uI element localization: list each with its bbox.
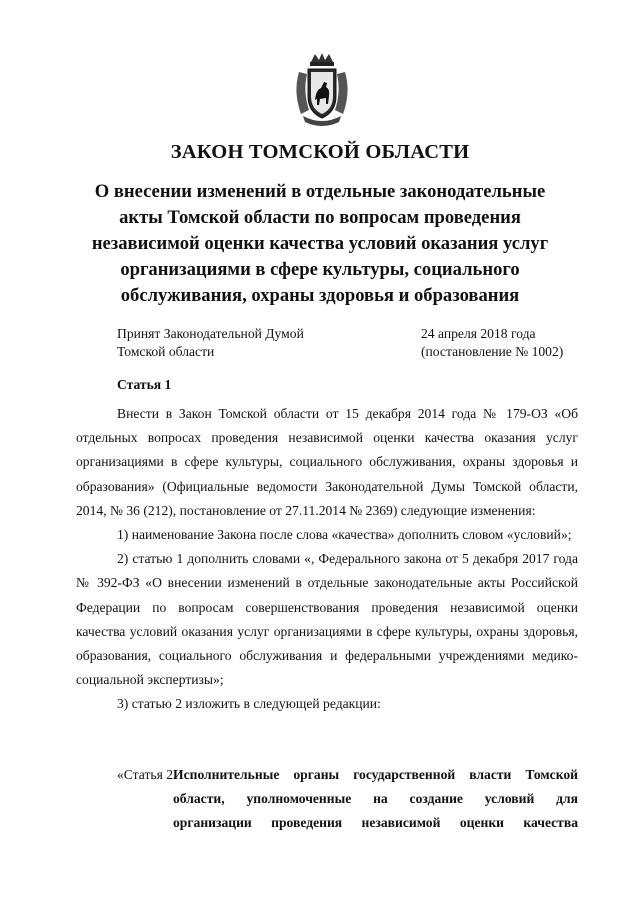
article-paragraph: 1) наименование Закона после слова «качества» дополнить словом «условий»; — [117, 527, 572, 543]
new-article-heading-line: Исполнительные органы государственной власти Томской — [173, 767, 578, 782]
article-body — [76, 402, 578, 717]
adoption-date-line2: (постановление № 1002) — [421, 344, 564, 359]
adoption-date-line1: 24 апреля 2018 года — [421, 326, 536, 341]
new-article-label: «Статья 2. — [117, 767, 177, 782]
adoption-body-line2: Томской области — [117, 344, 215, 359]
adoption-body — [117, 325, 304, 361]
article-paragraph: 2) статью 1 дополнить словами «, Федерального закона от 5 декабря 2017 года № 392-ФЗ «О внесении изменений в отдельные законодательные акты Российской Федерации по вопросам совершенствования проведения независимой оценки качества условий оказания услуг организациями в сфере культуры, охраны здоровья, образования, социального обслуживания и федеральными учреждениями медико-социальной экспертизы»; — [76, 551, 578, 688]
new-article-heading — [173, 763, 578, 836]
article-paragraph: 3) статью 2 изложить в следующей редакции: — [117, 696, 381, 712]
law-title: ЗАКОН ТОМСКОЙ ОБЛАСТИ — [170, 141, 470, 163]
new-article-heading-line: организации проведения независимой оценки качества — [173, 815, 578, 831]
adoption-date — [421, 325, 563, 361]
new-article-heading-line: области, уполномоченные на создание условий для — [173, 791, 578, 807]
article-paragraph: Внести в Закон Томской области от 15 декабря 2014 года № 179-ОЗ «Об отдельных вопросах проведения независимой оценки качества оказания услуг организациями в сфере культуры, социального обслуживания, охраны здоровья и образования» (Официальные ведомости Законодательной Думы Томской области, 2014, № 36 (212), постановление от 27.11.2014 № 2369) следующие изменения: — [76, 406, 578, 518]
article-heading: Статья 1 — [117, 377, 172, 392]
coat-of-arms-icon — [291, 52, 353, 128]
law-subject: О внесении изменений в отдельные законодательные акты Томской области по вопросам проведения независимой оценки качества условий оказания услуг организациями в сфере культуры, социального обслуживания, охраны здоровья и образования — [91, 181, 549, 306]
adoption-body-line1: Принят Законодательной Думой — [117, 326, 304, 341]
